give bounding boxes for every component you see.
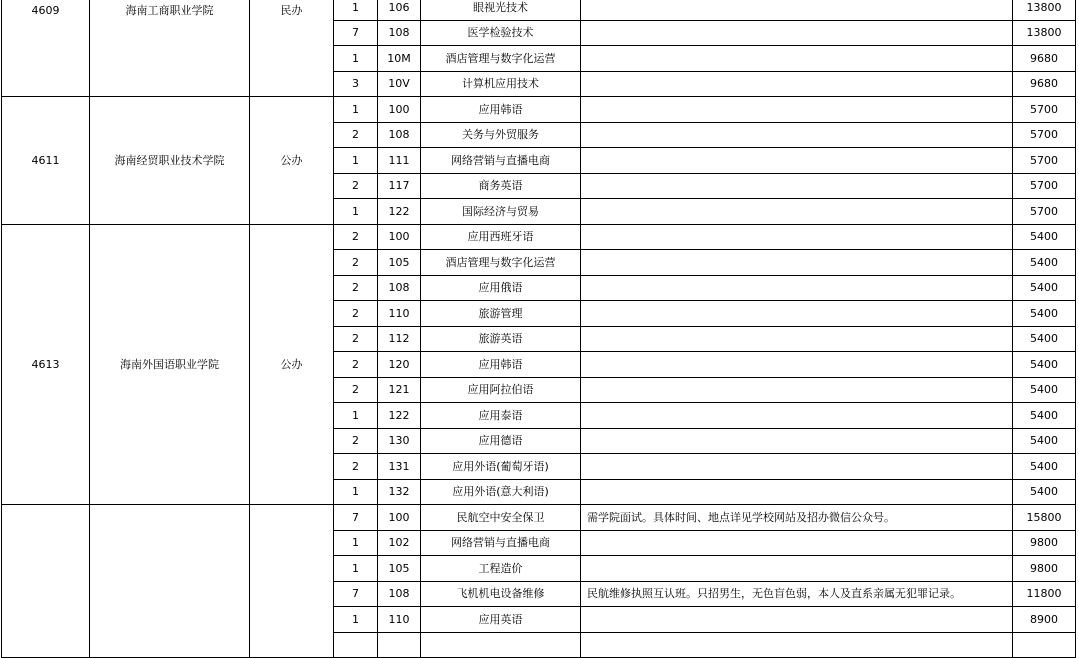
- major-code-cell: 108: [378, 122, 421, 148]
- remark-cell: [581, 530, 1013, 556]
- major-name-cell: 应用韩语: [421, 97, 581, 123]
- school-code-cell: 4609: [2, 0, 90, 97]
- table-row: [2, 97, 1076, 123]
- school-type-cell: 公办: [250, 224, 334, 505]
- major-code-cell: 130: [378, 428, 421, 454]
- admissions-table: [1, 0, 1076, 658]
- remark-cell: [581, 148, 1013, 174]
- major-name-cell: 酒店管理与数字化运营: [421, 46, 581, 72]
- tuition-cell: 13800: [1013, 20, 1076, 46]
- remark-cell: [581, 607, 1013, 633]
- remark-cell: [581, 301, 1013, 327]
- plan-count-cell: 2: [334, 428, 378, 454]
- major-code-cell: 108: [378, 275, 421, 301]
- remark-cell: [581, 377, 1013, 403]
- major-name-cell: 工程造价: [421, 556, 581, 582]
- major-code-cell: 110: [378, 301, 421, 327]
- table-body: [2, 0, 1076, 658]
- major-code-cell: 122: [378, 403, 421, 429]
- remark-cell: [581, 428, 1013, 454]
- plan-count-cell: 7: [334, 505, 378, 531]
- remark-cell: [581, 46, 1013, 72]
- major-code-cell: 121: [378, 377, 421, 403]
- major-code-cell: 132: [378, 479, 421, 505]
- tuition-cell: 9680: [1013, 46, 1076, 72]
- table-row: [2, 0, 1076, 20]
- tuition-cell: 5400: [1013, 224, 1076, 250]
- tuition-cell: 5700: [1013, 199, 1076, 225]
- remark-cell: [581, 199, 1013, 225]
- major-name-cell: 商务英语: [421, 173, 581, 199]
- major-name-cell: 眼视光技术: [421, 0, 581, 20]
- plan-count-cell: 7: [334, 581, 378, 607]
- tuition-cell: 5400: [1013, 403, 1076, 429]
- major-name-cell: 应用阿拉伯语: [421, 377, 581, 403]
- major-code-cell: 100: [378, 505, 421, 531]
- major-name-cell: 民航空中安全保卫: [421, 505, 581, 531]
- remark-cell: [581, 122, 1013, 148]
- remark-cell: [581, 173, 1013, 199]
- major-name-cell: 国际经济与贸易: [421, 199, 581, 225]
- major-code-cell: 112: [378, 326, 421, 352]
- remark-cell: 需学院面试。具体时间、地点详见学校网站及招办微信公众号。: [581, 505, 1013, 531]
- major-code-cell: 105: [378, 556, 421, 582]
- remark-cell: [581, 0, 1013, 20]
- major-name-cell: 应用韩语: [421, 352, 581, 378]
- remark-cell: [581, 250, 1013, 276]
- plan-count-cell: 2: [334, 352, 378, 378]
- plan-count-cell: 2: [334, 250, 378, 276]
- plan-count-cell: 2: [334, 173, 378, 199]
- plan-count-cell: 2: [334, 377, 378, 403]
- major-name-cell: 应用泰语: [421, 403, 581, 429]
- remark-cell: [581, 632, 1013, 658]
- major-name-cell: 网络营销与直播电商: [421, 530, 581, 556]
- tuition-cell: 5700: [1013, 173, 1076, 199]
- major-code-cell: 102: [378, 530, 421, 556]
- major-code-cell: 10M: [378, 46, 421, 72]
- major-code-cell: 120: [378, 352, 421, 378]
- school-code-cell: 4613: [2, 224, 90, 505]
- school-type-cell: 民办: [250, 0, 334, 97]
- plan-count-cell: 2: [334, 326, 378, 352]
- plan-count-cell: 2: [334, 122, 378, 148]
- major-name-cell: 应用英语: [421, 607, 581, 633]
- plan-count-cell: 1: [334, 556, 378, 582]
- plan-count-cell: 1: [334, 46, 378, 72]
- major-name-cell: 飞机机电设备维修: [421, 581, 581, 607]
- remark-cell: [581, 20, 1013, 46]
- remark-cell: [581, 479, 1013, 505]
- tuition-cell: 5400: [1013, 352, 1076, 378]
- plan-count-cell: 1: [334, 403, 378, 429]
- major-name-cell: 应用西班牙语: [421, 224, 581, 250]
- school-name-cell: 海南经贸职业技术学院: [90, 97, 250, 225]
- plan-count-cell: 1: [334, 0, 378, 20]
- major-name-cell: 医学检验技术: [421, 20, 581, 46]
- remark-cell: 民航维修执照互认班。只招男生，无色盲色弱，本人及直系亲属无犯罪记录。: [581, 581, 1013, 607]
- tuition-cell: 8900: [1013, 607, 1076, 633]
- major-name-cell: 网络营销与直播电商: [421, 148, 581, 174]
- remark-cell: [581, 403, 1013, 429]
- tuition-cell: [1013, 632, 1076, 658]
- plan-count-cell: 1: [334, 199, 378, 225]
- major-name-cell: 应用德语: [421, 428, 581, 454]
- remark-cell: [581, 224, 1013, 250]
- tuition-cell: 5400: [1013, 301, 1076, 327]
- major-name-cell: 应用俄语: [421, 275, 581, 301]
- remark-cell: [581, 326, 1013, 352]
- school-code-cell: [2, 505, 90, 658]
- major-code-cell: 105: [378, 250, 421, 276]
- tuition-cell: 9680: [1013, 71, 1076, 97]
- remark-cell: [581, 275, 1013, 301]
- tuition-cell: 15800: [1013, 505, 1076, 531]
- table-row: [2, 505, 1076, 531]
- major-code-cell: 117: [378, 173, 421, 199]
- plan-count-cell: 2: [334, 454, 378, 480]
- tuition-cell: 5400: [1013, 377, 1076, 403]
- plan-count-cell: 7: [334, 20, 378, 46]
- major-code-cell: 108: [378, 581, 421, 607]
- major-name-cell: 旅游英语: [421, 326, 581, 352]
- school-type-cell: [250, 505, 334, 658]
- major-code-cell: 100: [378, 224, 421, 250]
- major-name-cell: [421, 632, 581, 658]
- tuition-cell: 5700: [1013, 97, 1076, 123]
- major-code-cell: 106: [378, 0, 421, 20]
- plan-count-cell: 2: [334, 275, 378, 301]
- major-name-cell: 酒店管理与数字化运营: [421, 250, 581, 276]
- tuition-cell: 5400: [1013, 454, 1076, 480]
- remark-cell: [581, 71, 1013, 97]
- major-name-cell: 计算机应用技术: [421, 71, 581, 97]
- remark-cell: [581, 454, 1013, 480]
- plan-count-cell: 2: [334, 224, 378, 250]
- major-name-cell: 应用外语(葡萄牙语): [421, 454, 581, 480]
- major-name-cell: 应用外语(意大利语): [421, 479, 581, 505]
- plan-count-cell: 1: [334, 530, 378, 556]
- major-code-cell: 108: [378, 20, 421, 46]
- school-name-cell: [90, 505, 250, 658]
- tuition-cell: 13800: [1013, 0, 1076, 20]
- plan-count-cell: 3: [334, 71, 378, 97]
- major-code-cell: 10V: [378, 71, 421, 97]
- tuition-cell: 5700: [1013, 122, 1076, 148]
- remark-cell: [581, 97, 1013, 123]
- major-code-cell: [378, 632, 421, 658]
- remark-cell: [581, 352, 1013, 378]
- plan-count-cell: 1: [334, 97, 378, 123]
- plan-count-cell: 1: [334, 479, 378, 505]
- major-code-cell: 131: [378, 454, 421, 480]
- school-code-cell: 4611: [2, 97, 90, 225]
- school-name-cell: 海南工商职业学院: [90, 0, 250, 97]
- tuition-cell: 5700: [1013, 148, 1076, 174]
- table-row: [2, 224, 1076, 250]
- tuition-cell: 9800: [1013, 556, 1076, 582]
- plan-count-cell: [334, 632, 378, 658]
- tuition-cell: 9800: [1013, 530, 1076, 556]
- major-code-cell: 111: [378, 148, 421, 174]
- remark-cell: [581, 556, 1013, 582]
- plan-count-cell: 2: [334, 301, 378, 327]
- tuition-cell: 5400: [1013, 275, 1076, 301]
- tuition-cell: 5400: [1013, 250, 1076, 276]
- major-name-cell: 关务与外贸服务: [421, 122, 581, 148]
- tuition-cell: 11800: [1013, 581, 1076, 607]
- tuition-cell: 5400: [1013, 428, 1076, 454]
- tuition-cell: 5400: [1013, 479, 1076, 505]
- major-code-cell: 110: [378, 607, 421, 633]
- plan-count-cell: 1: [334, 607, 378, 633]
- tuition-cell: 5400: [1013, 326, 1076, 352]
- school-type-cell: 公办: [250, 97, 334, 225]
- plan-count-cell: 1: [334, 148, 378, 174]
- major-name-cell: 旅游管理: [421, 301, 581, 327]
- school-name-cell: 海南外国语职业学院: [90, 224, 250, 505]
- major-code-cell: 100: [378, 97, 421, 123]
- major-code-cell: 122: [378, 199, 421, 225]
